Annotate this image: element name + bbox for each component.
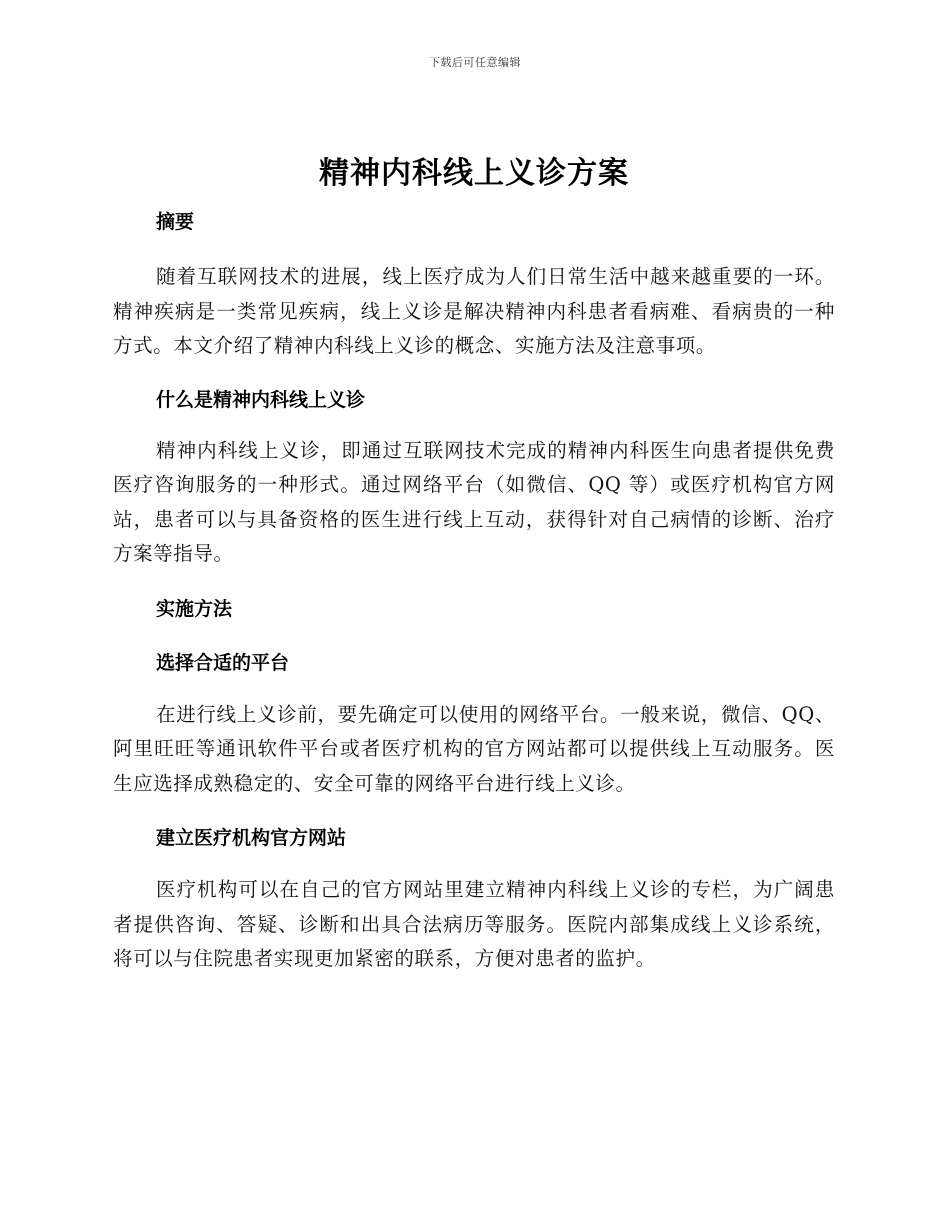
header-note: 下载后可任意编辑 [429,56,521,69]
what-is-paragraph: 精神内科线上义诊，即通过互联网技术完成的精神内科医生向患者提供免费医疗咨询服务的一种形式。通过网络平台（如微信、QQ 等）或医疗机构官方网站，患者可以与具备资格的医生进行线上互动，获得针对自己病情的诊断、治疗方案等指导。 [113,438,835,565]
abstract-heading: 摘要 [156,211,195,233]
website-heading: 建立医疗机构官方网站 [156,827,347,849]
what-is-heading: 什么是精神内科线上义诊 [156,388,366,411]
website-paragraph: 医疗机构可以在自己的官方网站里建立精神内科线上义诊的专栏，为广阔患者提供咨询、答疑、诊断和出具合法病历等服务。医院内部集成线上义诊系统，将可以与住院患者实现更加紧密的联系，方便对患者的监护。 [113,878,835,970]
abstract-paragraph: 随着互联网技术的进展，线上医疗成为人们日常生活中越来越重要的一环。精神疾病是一类常见疾病，线上义诊是解决精神内科患者看病难、看病贵的一种方式。本文介绍了精神内科线上义诊的概念、实施方法及注意事项。 [113,265,835,357]
platform-heading: 选择合适的平台 [156,651,290,674]
document-title: 精神内科线上义诊方案 [319,156,629,191]
document-body [113,148,835,977]
implementation-heading: 实施方法 [156,597,233,620]
platform-paragraph: 在进行线上义诊前，要先确定可以使用的网络平台。一般来说，微信、QQ、阿里旺旺等通讯软件平台或者医疗机构的官方网站都可以提供线上互动服务。医生应选择成熟稳定的、安全可靠的网络平台进行线上义诊。 [113,702,835,795]
